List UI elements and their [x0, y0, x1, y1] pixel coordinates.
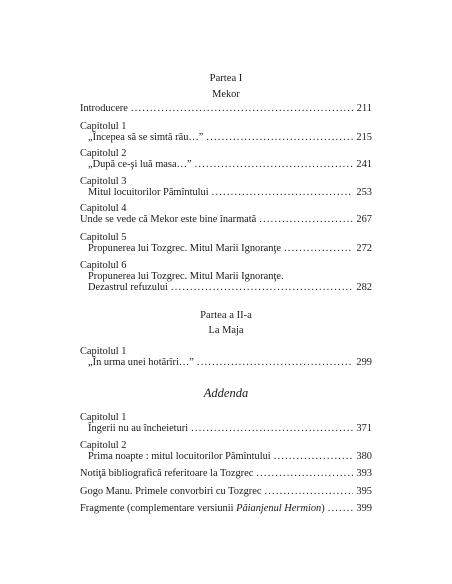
toc-entry-part1-c3[interactable] [80, 188, 372, 198]
page-number: 380 [356, 451, 372, 462]
entry-label-suffix: ) [321, 503, 325, 514]
entry-label: Prima noapte : mitul locuitorilor Pămîntului [88, 451, 271, 462]
entry-label [80, 504, 325, 514]
toc-entry-addenda-c1[interactable] [80, 424, 372, 434]
page-number: 253 [356, 187, 372, 198]
page-number: 299 [356, 357, 372, 368]
entry-label: Introducere [80, 103, 128, 114]
dot-leader [131, 104, 354, 114]
toc-entry-part1-c2[interactable] [80, 160, 372, 170]
entry-label: Dezastrul refuzului [88, 282, 168, 293]
toc-entry-notita[interactable] [80, 469, 372, 479]
page-number: 371 [356, 423, 372, 434]
entry-label-italic-title: Păianjenul Hermion [236, 503, 322, 514]
dot-leader [274, 452, 354, 462]
toc-entry-part1-c6[interactable] [80, 283, 372, 293]
toc-entry-addenda-c2[interactable] [80, 452, 372, 462]
entry-label: „În urma unei hotărîri…” [88, 357, 194, 368]
entry-label-prefix: Fragmente (complementare versiunii [80, 503, 237, 514]
chapter-heading: Capitolul 1 [80, 412, 127, 423]
chapter-heading: Capitolul 2 [80, 148, 127, 159]
entry-label-line1: Propunerea lui Tozgrec. Mitul Marii Ignoranţe. [88, 271, 284, 282]
page-number: 211 [356, 103, 372, 114]
part1-title: Partea I [209, 73, 243, 84]
part2-title: Partea a II-a [200, 310, 252, 321]
chapter-heading: Capitolul 4 [80, 203, 127, 214]
entry-label: „Începea să se simtă rău…” [88, 132, 204, 143]
dot-leader [212, 188, 354, 198]
page-number: 282 [356, 282, 372, 293]
dot-leader [197, 358, 354, 368]
dot-leader [284, 244, 353, 254]
toc-entry-fragmente[interactable] [80, 504, 372, 514]
dot-leader [191, 424, 353, 434]
entry-label: Gogo Manu. Primele convorbiri cu Tozgrec [80, 486, 262, 497]
toc-entry-part1-c1[interactable] [80, 133, 372, 143]
dot-leader [195, 160, 354, 170]
dot-leader [171, 283, 353, 293]
toc-entry-part1-c5[interactable] [80, 244, 372, 254]
toc-entry-part1-c4[interactable] [80, 215, 372, 225]
part1-subtitle: Mekor [212, 89, 240, 100]
chapter-heading: Capitolul 6 [80, 260, 127, 271]
page-number: 241 [356, 159, 372, 170]
entry-label: Propunerea lui Tozgrec. Mitul Marii Ignoranţe [88, 243, 281, 254]
dot-leader [256, 469, 353, 479]
entry-label: Mitul locuitorilor Pămîntului [88, 187, 209, 198]
page-number: 267 [356, 214, 372, 225]
entry-label: Unde se vede că Mekor este bine înarmată [80, 214, 257, 225]
page-number: 272 [356, 243, 372, 254]
chapter-heading: Capitolul 5 [80, 232, 127, 243]
chapter-heading: Capitolul 3 [80, 176, 127, 187]
part2-subtitle: La Maja [208, 325, 244, 336]
entry-label: Notiţă bibliografică referitoare la Tozgrec [80, 468, 254, 479]
page-number: 395 [356, 486, 372, 497]
dot-leader [206, 133, 353, 143]
page-number: 393 [356, 468, 372, 479]
chapter-heading: Capitolul 2 [80, 440, 127, 451]
toc-entry-introducere[interactable] [80, 104, 372, 114]
page-number: 399 [356, 503, 372, 514]
toc-entry-gogo-manu[interactable] [80, 487, 372, 497]
chapter-heading: Capitolul 1 [80, 121, 127, 132]
page-number: 215 [356, 132, 372, 143]
toc-entry-part2-c1[interactable] [80, 358, 372, 368]
dot-leader [259, 215, 353, 225]
addenda-title: Addenda [203, 386, 249, 400]
entry-label: „După ce-şi luă masa…” [88, 159, 192, 170]
dot-leader [328, 504, 354, 514]
dot-leader [264, 487, 353, 497]
chapter-heading: Capitolul 1 [80, 346, 127, 357]
entry-label: Îngerii nu au încheieturi [88, 423, 189, 434]
